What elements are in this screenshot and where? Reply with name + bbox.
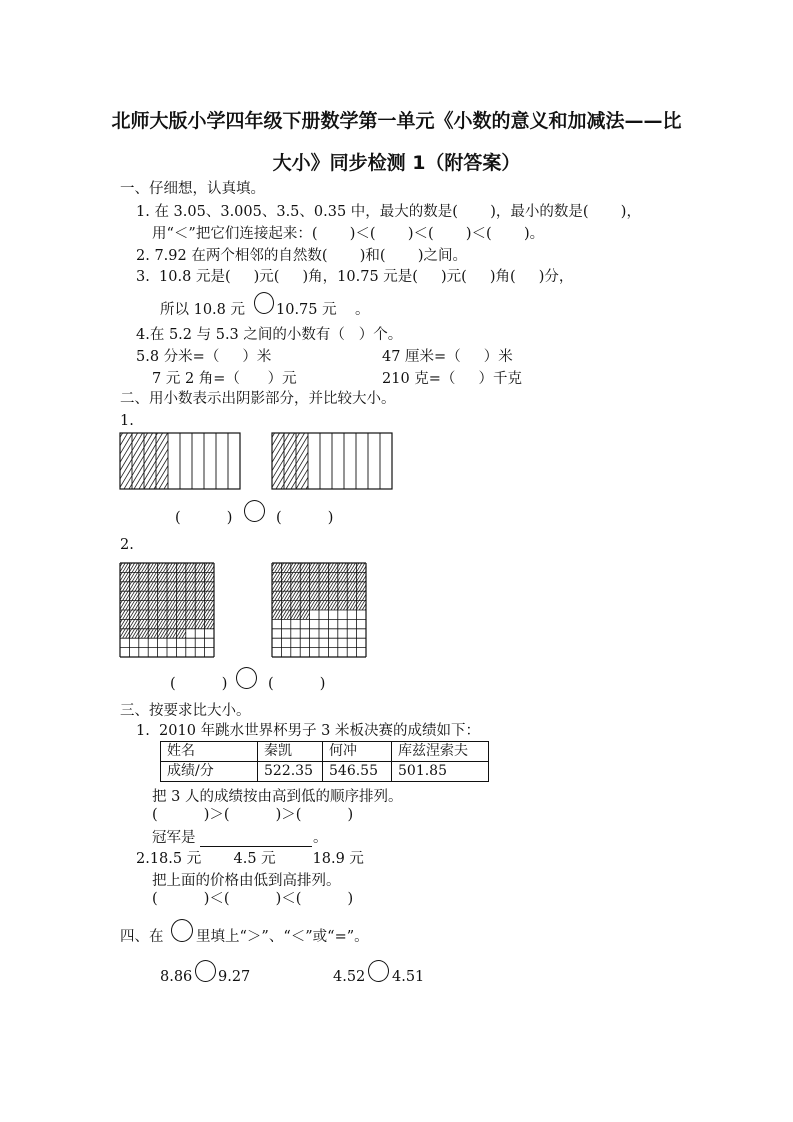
hatch-shading xyxy=(319,572,352,581)
hatch-shading xyxy=(272,610,305,619)
hatch-shading xyxy=(300,591,333,600)
s2-p1-blank-left[interactable]: ( ) xyxy=(175,510,233,526)
hatch-shading xyxy=(129,591,162,600)
compare-circle[interactable] xyxy=(254,292,274,314)
hatch-shading xyxy=(263,591,296,600)
hatch-shading xyxy=(300,582,333,591)
hatch-shading xyxy=(148,563,181,572)
section4-heading-a: 四、在 xyxy=(120,929,164,945)
fig1-right-strip-figure xyxy=(271,432,393,490)
hatch-shading xyxy=(158,572,191,581)
hatch-shading xyxy=(328,601,361,610)
hatch-shading xyxy=(129,572,162,581)
hatch-shading xyxy=(139,601,172,610)
table-cell: 522.35 xyxy=(258,762,323,782)
hatch-shading xyxy=(167,582,200,591)
hatch-shading xyxy=(120,629,153,638)
s1-q3-line2-a: 所以 10.8 元 xyxy=(160,302,246,318)
hatch-shading xyxy=(120,582,153,591)
hatch-shading xyxy=(347,572,380,581)
hatch-shading xyxy=(328,591,361,600)
hatch-shading xyxy=(167,629,200,638)
s1-q4: 4.在 5.2 与 5.3 之间的小数有（ ）个。 xyxy=(136,327,403,343)
hatch-shading xyxy=(319,601,352,610)
hatch-shading xyxy=(310,601,343,610)
hatch-shading xyxy=(148,610,181,619)
hatch-shading xyxy=(148,619,181,628)
s1-q5-d: 210 克=（ ）千克 xyxy=(382,371,522,387)
hatch-shading xyxy=(120,563,153,572)
hatch-shading xyxy=(139,619,172,628)
hatch-shading xyxy=(319,582,352,591)
hatch-shading xyxy=(148,572,181,581)
score-table xyxy=(160,741,489,782)
hatch-shading xyxy=(139,572,172,581)
hatch-shading xyxy=(195,610,228,619)
hatch-shading xyxy=(195,572,228,581)
hatch-shading xyxy=(310,572,343,581)
hatch-shading xyxy=(328,563,361,572)
s3-q1-order[interactable]: ( )＞( )＞( ) xyxy=(152,807,354,823)
table-cell: 库兹涅索夫 xyxy=(392,742,489,762)
hatch-shading xyxy=(167,601,200,610)
doc-title-line1: 北师大版小学四年级下册数学第一单元《小数的意义和加减法——比 xyxy=(111,110,682,132)
hatch-shading xyxy=(148,591,181,600)
hatch-shading xyxy=(347,563,380,572)
hatch-shading xyxy=(195,563,228,572)
hatch-shading xyxy=(111,572,144,581)
hatch-shading xyxy=(281,591,314,600)
hatch-shading xyxy=(263,582,296,591)
hatch-shading xyxy=(176,582,209,591)
hatch-shading xyxy=(195,619,228,628)
hatch-shading xyxy=(195,582,228,591)
hatch-shading xyxy=(129,619,162,628)
fig2-left-grid-figure xyxy=(119,562,215,658)
hatch-shading xyxy=(176,572,209,581)
hatch-shading xyxy=(129,610,162,619)
s2-p2-blank-right[interactable]: ( ) xyxy=(268,676,326,692)
hatch-shading xyxy=(129,563,162,572)
hatch-shading xyxy=(158,610,191,619)
hatch-shading xyxy=(120,619,153,628)
hatch-shading xyxy=(148,582,181,591)
hatch-shading xyxy=(120,601,153,610)
s1-q3-line2-b: 10.75 元 。 xyxy=(276,302,370,318)
hatch-shading xyxy=(111,610,144,619)
hatch-shading xyxy=(167,619,200,628)
hatch-shading xyxy=(148,629,181,638)
table-cell: 501.85 xyxy=(392,762,489,782)
hatch-shading xyxy=(111,563,144,572)
hatch-shading xyxy=(272,582,305,591)
hatch-shading xyxy=(120,610,153,619)
hatch-shading xyxy=(129,582,162,591)
hatch-shading xyxy=(111,601,144,610)
hatch-shading xyxy=(300,601,333,610)
hatch-shading xyxy=(319,591,352,600)
hatch-shading xyxy=(272,563,305,572)
s4-c1-left: 8.86 xyxy=(160,969,193,985)
hatch-shading xyxy=(347,601,380,610)
s3-q1-intro: 1. 2010 年跳水世界杯男子 3 米板决赛的成绩如下： xyxy=(136,723,481,739)
table-cell: 姓名 xyxy=(161,742,258,762)
hatch-shading xyxy=(300,563,333,572)
hatch-shading xyxy=(139,563,172,572)
hatch-shading xyxy=(176,610,209,619)
s3-q1-champion: 冠军是 xyxy=(152,830,196,846)
s3-q2-instr: 把上面的价格由低到高排列。 xyxy=(152,873,341,889)
section4-heading-b: 里填上“＞”、“＜”或“=”。 xyxy=(196,929,369,945)
hatch-shading xyxy=(176,563,209,572)
hatch-shading xyxy=(120,591,153,600)
hatch-shading xyxy=(167,610,200,619)
hatch-shading xyxy=(195,601,228,610)
hatch-shading xyxy=(263,563,296,572)
hatch-shading xyxy=(139,629,172,638)
s3-q2-order[interactable]: ( )＜( )＜( ) xyxy=(152,891,354,907)
hatch-shading xyxy=(158,582,191,591)
table-row xyxy=(161,742,489,762)
table-cell: 何冲 xyxy=(323,742,392,762)
s1-q3-line1: 3. 10.8 元是( )元( )角，10.75 元是( )元( )角( )分， xyxy=(136,269,574,285)
hatch-shading xyxy=(347,591,380,600)
s3-q1-instr: 把 3 人的成绩按由高到低的顺序排列。 xyxy=(152,789,403,805)
hatch-shading xyxy=(167,591,200,600)
hatch-shading xyxy=(111,619,144,628)
table-row xyxy=(161,762,489,782)
hatch-shading xyxy=(272,601,305,610)
hatch-shading xyxy=(281,610,314,619)
table-cell: 秦凯 xyxy=(258,742,323,762)
hatch-shading xyxy=(158,619,191,628)
hatch-shading xyxy=(272,591,305,600)
s1-q5-c: 7 元 2 角=（ ）元 xyxy=(152,371,297,387)
hatch-shading xyxy=(291,582,324,591)
s1-q5-a: 5.8 分米=（ ）米 xyxy=(136,349,272,365)
hatch-shading xyxy=(176,591,209,600)
hatch-shading xyxy=(263,572,296,581)
compare-circle[interactable] xyxy=(368,960,389,982)
s2-p1-label: 1. xyxy=(120,413,134,429)
hatch-shading xyxy=(139,610,172,619)
hatch-shading xyxy=(263,610,296,619)
hatch-shading xyxy=(64,433,253,489)
hatch-shading xyxy=(291,591,324,600)
hatch-shading xyxy=(158,591,191,600)
hatch-shading xyxy=(139,591,172,600)
hatch-shading xyxy=(111,629,144,638)
hatch-shading xyxy=(328,572,361,581)
fig2-right-grid-figure xyxy=(271,562,371,658)
hatch-shading xyxy=(310,582,343,591)
s3-q1-champion-end: 。 xyxy=(313,830,328,846)
hatch-shading xyxy=(111,591,144,600)
champion-answer-line[interactable] xyxy=(200,846,312,847)
s4-c1-right: 9.27 xyxy=(218,969,251,985)
section3-heading: 三、按要求比大小。 xyxy=(120,703,251,719)
fig1-left-strip-figure xyxy=(119,432,241,490)
s1-q1-line1: 1. 在 3.05、3.005、3.5、0.35 中，最大的数是( )，最小的数是( )， xyxy=(136,204,641,220)
hatch-shading xyxy=(167,572,200,581)
hatch-shading xyxy=(281,563,314,572)
s1-q2: 2. 7.92 在两个相邻的自然数( )和( )之间。 xyxy=(136,248,467,264)
hatch-shading xyxy=(310,591,343,600)
s1-q5-b: 47 厘米=（ ）米 xyxy=(382,349,513,365)
doc-title-line2: 大小》同步检测 1（附答案） xyxy=(272,152,521,174)
hatch-shading xyxy=(300,572,333,581)
s2-p2-blank-left[interactable]: ( ) xyxy=(170,676,228,692)
hatch-shading xyxy=(176,601,209,610)
hatch-shading xyxy=(281,572,314,581)
hatch-shading xyxy=(120,572,153,581)
hatch-shading xyxy=(281,582,314,591)
compare-circle[interactable] xyxy=(244,500,265,522)
hatch-shading xyxy=(319,563,352,572)
table-cell: 546.55 xyxy=(323,762,392,782)
compare-circle[interactable] xyxy=(195,960,216,982)
hatch-shading xyxy=(111,582,144,591)
s4-c2-left: 4.52 xyxy=(333,969,366,985)
hatch-shading xyxy=(158,601,191,610)
s4-c2-right: 4.51 xyxy=(392,969,425,985)
hatch-shading xyxy=(347,582,380,591)
hatch-shading xyxy=(272,572,305,581)
s3-q2-prices: 2.18.5 元 4.5 元 18.9 元 xyxy=(136,851,364,867)
hatch-shading xyxy=(167,563,200,572)
hatch-shading xyxy=(176,619,209,628)
hatch-shading xyxy=(148,601,181,610)
hatch-shading xyxy=(129,629,162,638)
s2-p1-blank-right[interactable]: ( ) xyxy=(276,510,334,526)
s1-q1-line2: 用“＜”把它们连接起来：( )＜( )＜( )＜( )。 xyxy=(152,226,545,242)
hatch-shading xyxy=(195,591,228,600)
hatch-shading xyxy=(310,563,343,572)
hatch-shading xyxy=(291,610,324,619)
hatch-shading xyxy=(129,601,162,610)
circle-icon xyxy=(171,919,193,942)
hatch-shading xyxy=(158,563,191,572)
table-cell: 成绩/分 xyxy=(161,762,258,782)
s2-p2-label: 2. xyxy=(120,537,134,553)
hatch-shading xyxy=(281,601,314,610)
hatch-shading xyxy=(291,601,324,610)
section2-heading: 二、用小数表示出阴影部分，并比较大小。 xyxy=(120,391,396,407)
hatch-shading xyxy=(139,582,172,591)
hatch-shading xyxy=(291,572,324,581)
hatch-shading xyxy=(158,629,191,638)
hatch-shading xyxy=(263,601,296,610)
section1-heading: 一、仔细想，认真填。 xyxy=(120,181,265,197)
compare-circle[interactable] xyxy=(236,667,257,689)
hatch-shading xyxy=(291,563,324,572)
hatch-shading xyxy=(328,582,361,591)
